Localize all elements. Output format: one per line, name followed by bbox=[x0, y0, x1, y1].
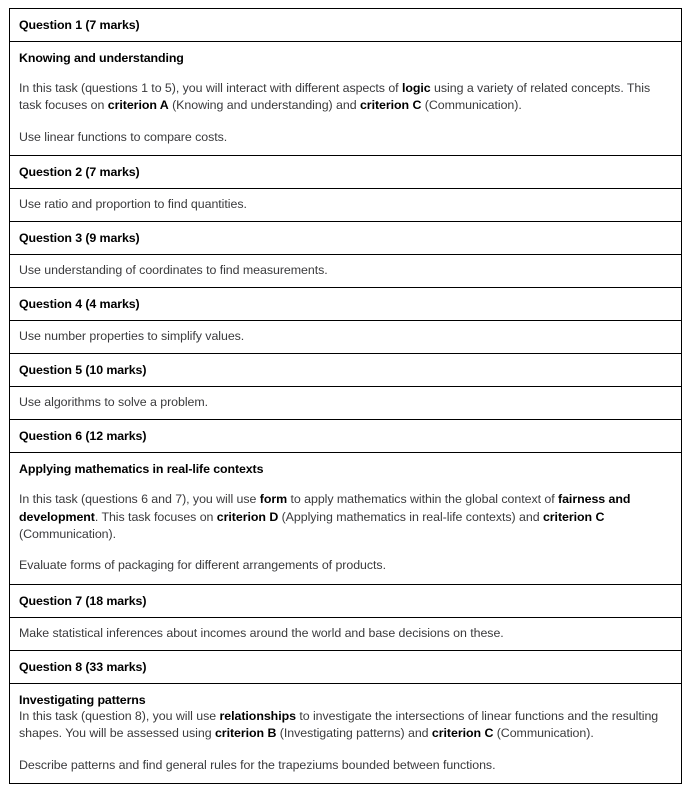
question-header-cell bbox=[10, 354, 682, 387]
question-header-label: Question 1 (7 marks) bbox=[19, 18, 140, 32]
question-description-text: Use algorithms to solve a problem. bbox=[19, 395, 209, 410]
task-paragraph bbox=[19, 757, 672, 774]
question-description-cell bbox=[10, 387, 682, 420]
question-header-label: Question 7 (18 marks) bbox=[19, 593, 147, 608]
table-row bbox=[10, 156, 682, 189]
table-row bbox=[10, 222, 682, 255]
paragraph-text: to apply mathematics within the global context of bbox=[287, 492, 559, 507]
question-header-cell bbox=[10, 650, 682, 683]
emphasis-text: criterion A bbox=[107, 98, 169, 113]
question-description-cell bbox=[10, 321, 682, 354]
emphasis-text: logic bbox=[401, 81, 431, 95]
emphasis-text: criterion B bbox=[214, 726, 277, 741]
paragraph-text: (Communication). bbox=[19, 527, 116, 542]
table-row bbox=[10, 683, 682, 783]
question-header-cell bbox=[10, 420, 682, 453]
table-row bbox=[10, 288, 682, 321]
question-header-label: Question 8 (33 marks) bbox=[19, 659, 147, 674]
question-header-cell bbox=[10, 156, 682, 189]
question-description-text: Use number properties to simplify values. bbox=[19, 329, 245, 344]
table-row bbox=[10, 42, 682, 156]
table-row bbox=[10, 354, 682, 387]
task-section-heading: Applying mathematics in real-life contexts bbox=[19, 462, 264, 477]
assessment-task-table bbox=[9, 8, 682, 784]
paragraph-text: Use linear functions to compare costs. bbox=[19, 129, 228, 144]
question-header-label: Question 4 (4 marks) bbox=[19, 297, 140, 312]
question-task-cell bbox=[10, 453, 682, 585]
emphasis-text: criterion D bbox=[216, 509, 279, 524]
paragraph-text: to investigate the intersections of linear functions and the resulting shapes. You will be assessed using bbox=[19, 708, 659, 741]
paragraph-text: In this task (question 8), you will use bbox=[19, 708, 220, 723]
question-description-text: Use ratio and proportion to find quantities. bbox=[19, 197, 247, 212]
task-section-heading: Investigating patterns bbox=[19, 692, 146, 707]
table-row bbox=[10, 650, 682, 683]
question-description-cell bbox=[10, 255, 682, 288]
table-row bbox=[10, 453, 682, 585]
question-header-label: Question 5 (10 marks) bbox=[19, 363, 147, 378]
question-description-cell bbox=[10, 189, 682, 222]
assessment-table-body bbox=[10, 9, 682, 784]
question-header-cell bbox=[10, 9, 682, 42]
question-header-label: Question 3 (9 marks) bbox=[19, 231, 140, 246]
table-row bbox=[10, 9, 682, 42]
paragraph-text: Evaluate forms of packaging for different arrangements of products. bbox=[19, 558, 386, 573]
question-task-cell bbox=[10, 683, 682, 783]
question-description-cell bbox=[10, 617, 682, 650]
paragraph-text: (Investigating patterns) and bbox=[276, 726, 432, 741]
table-row bbox=[10, 255, 682, 288]
paragraph-text: using a variety of related concepts. This task focuses on bbox=[19, 81, 651, 113]
emphasis-text: criterion C bbox=[431, 726, 494, 741]
table-row bbox=[10, 584, 682, 617]
paragraph-text: In this task (questions 1 to 5), you will interact with different aspects of bbox=[19, 81, 402, 95]
emphasis-text: form bbox=[259, 492, 288, 507]
paragraph-text: (Communication). bbox=[421, 98, 522, 113]
paragraph-text: In this task (questions 6 and 7), you will use bbox=[19, 492, 260, 507]
question-description-text: Use understanding of coordinates to find measurements. bbox=[19, 263, 328, 278]
paragraph-text: . This task focuses on bbox=[94, 509, 217, 524]
question-header-label: Question 2 (7 marks) bbox=[19, 165, 140, 180]
question-header-label: Question 6 (12 marks) bbox=[19, 429, 147, 444]
task-paragraph bbox=[19, 557, 672, 574]
paragraph-text: Describe patterns and find general rules for the trapeziums bounded between functions. bbox=[19, 757, 496, 772]
table-row bbox=[10, 387, 682, 420]
question-header-cell bbox=[10, 288, 682, 321]
emphasis-text: relationships bbox=[219, 708, 296, 723]
paragraph-text: (Knowing and understanding) and bbox=[168, 98, 360, 113]
task-section-heading: Knowing and understanding bbox=[19, 51, 184, 65]
table-row bbox=[10, 189, 682, 222]
task-paragraph bbox=[19, 708, 672, 743]
paragraph-text: (Communication). bbox=[493, 726, 594, 741]
table-row bbox=[10, 617, 682, 650]
question-description-text: Make statistical inferences about incomes around the world and base decisions on these. bbox=[19, 625, 504, 640]
question-header-cell bbox=[10, 222, 682, 255]
table-row bbox=[10, 420, 682, 453]
question-task-cell bbox=[10, 42, 682, 156]
question-header-cell bbox=[10, 584, 682, 617]
emphasis-text: criterion C bbox=[542, 509, 605, 524]
task-paragraph bbox=[19, 80, 672, 115]
table-row bbox=[10, 321, 682, 354]
emphasis-text: criterion C bbox=[359, 98, 422, 113]
emphasis-text: fairness and development bbox=[19, 492, 631, 524]
paragraph-text: (Applying mathematics in real-life contexts) and bbox=[278, 509, 543, 524]
task-paragraph bbox=[19, 129, 672, 146]
task-paragraph bbox=[19, 491, 672, 543]
